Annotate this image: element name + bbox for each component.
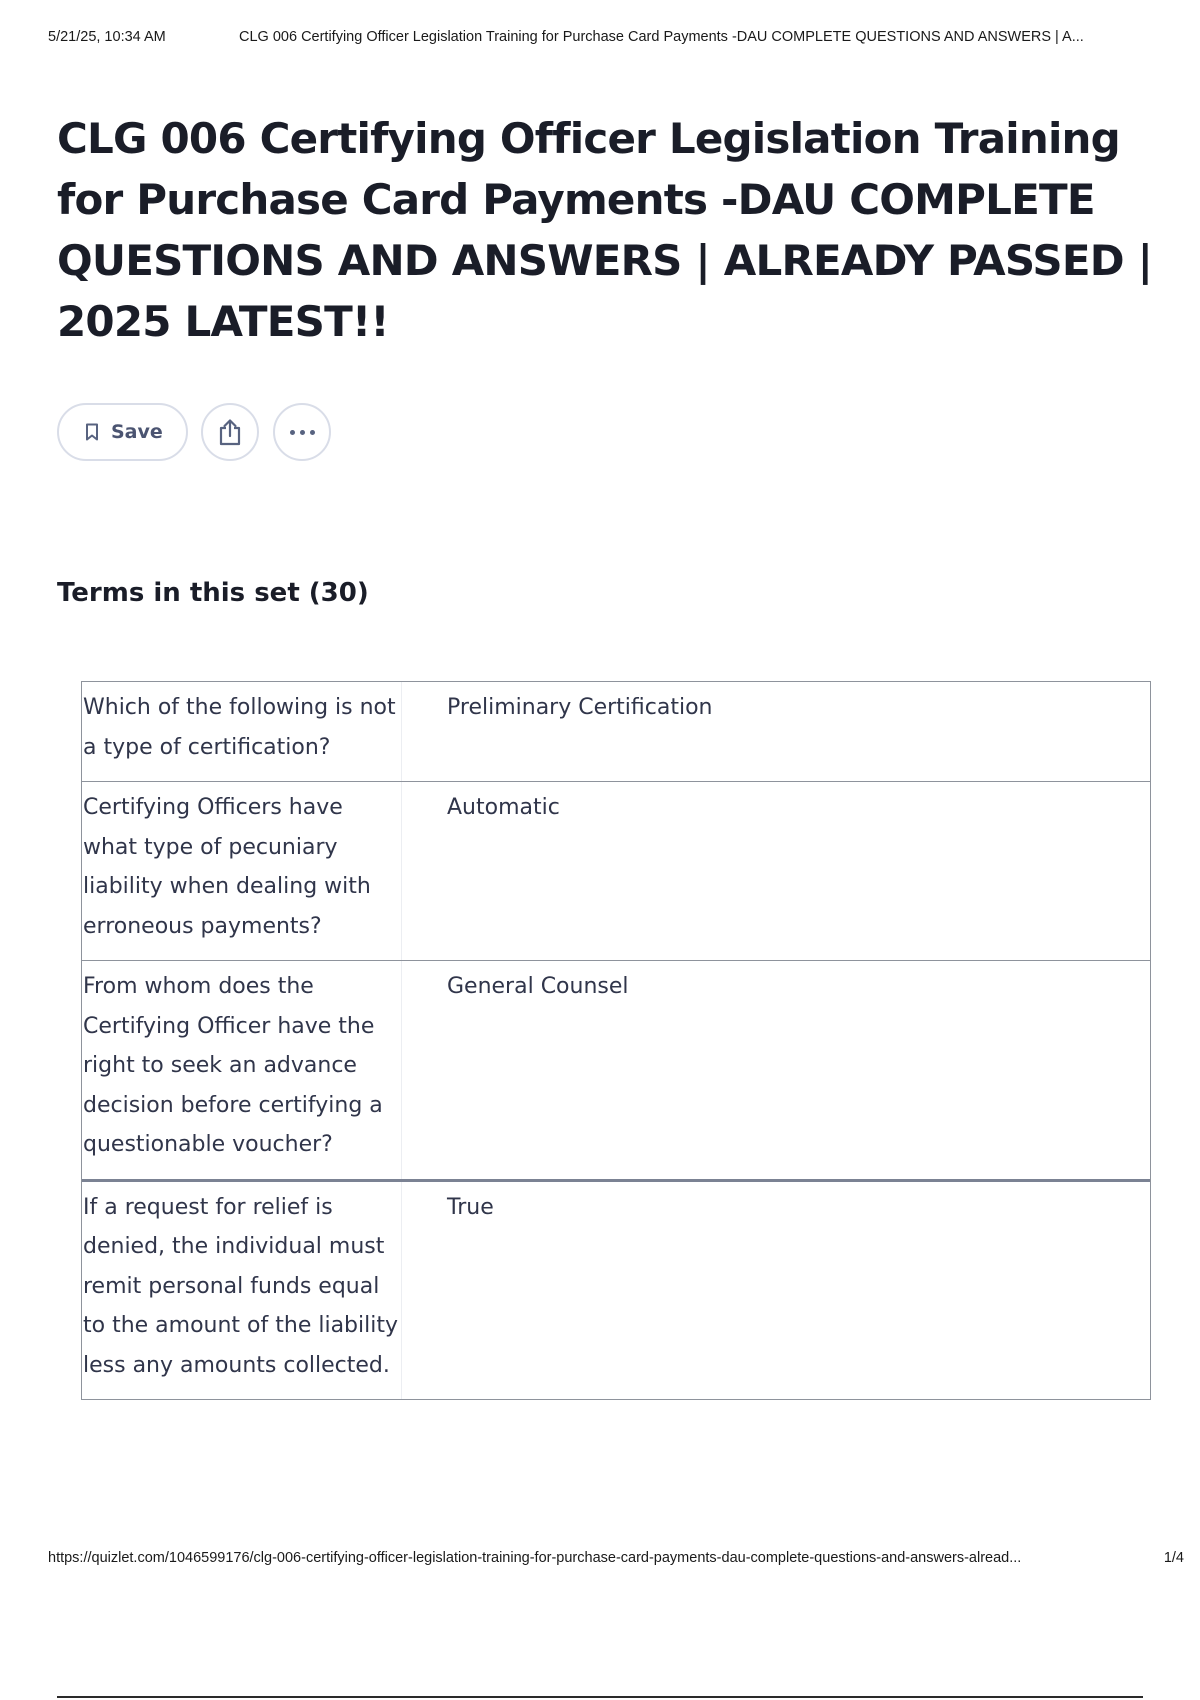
bookmark-icon	[85, 423, 99, 441]
term-question: Which of the following is not a type of certification?	[82, 682, 402, 781]
term-question: Certifying Officers have what type of pecuniary liability when dealing with erroneous payments?	[82, 782, 402, 960]
save-button[interactable]	[57, 403, 188, 461]
term-answer: True	[447, 1194, 494, 1220]
page-title: CLG 006 Certifying Officer Legislation Training for Purchase Card Payments -DAU COMPLETE QUESTIONS AND ANSWERS | ALREADY PASSED | 2025 LATEST!!	[57, 114, 1153, 346]
print-footer	[48, 1550, 1184, 1570]
term-question: From whom does the Certifying Officer have the right to seek an advance decision before certifying a questionable voucher?	[82, 961, 402, 1179]
terms-table	[81, 681, 1151, 1400]
term-row	[82, 682, 1150, 781]
term-answer: Preliminary Certification	[447, 695, 713, 720]
more-options-button[interactable]	[273, 403, 331, 461]
share-button[interactable]	[201, 403, 259, 461]
term-answer: Automatic	[447, 795, 560, 820]
divider	[57, 1696, 1143, 1698]
share-icon	[218, 418, 242, 446]
term-row	[82, 781, 1150, 960]
print-datetime: 5/21/25, 10:34 AM	[48, 29, 166, 45]
terms-heading: Terms in this set (30)	[57, 578, 369, 608]
term-answer: General Counsel	[447, 974, 629, 999]
term-question: If a request for relief is denied, the individual must remit personal funds equal to the amount of the liability less any amounts collected.	[82, 1182, 402, 1400]
term-row	[82, 1179, 1150, 1400]
term-row	[82, 960, 1150, 1179]
print-url: https://quizlet.com/1046599176/clg-006-certifying-officer-legislation-training-for-purchase-card-payments-dau-complete-questions-and-answers-alread...	[48, 1550, 1022, 1566]
save-button-label: Save	[111, 421, 163, 443]
print-doc-title: CLG 006 Certifying Officer Legislation Training for Purchase Card Payments -DAU COMPLETE QUESTIONS AND ANSWERS | A...	[239, 29, 1084, 45]
more-icon	[290, 430, 315, 435]
print-header	[48, 29, 1178, 49]
page-indicator: 1/4	[1163, 1550, 1184, 1566]
